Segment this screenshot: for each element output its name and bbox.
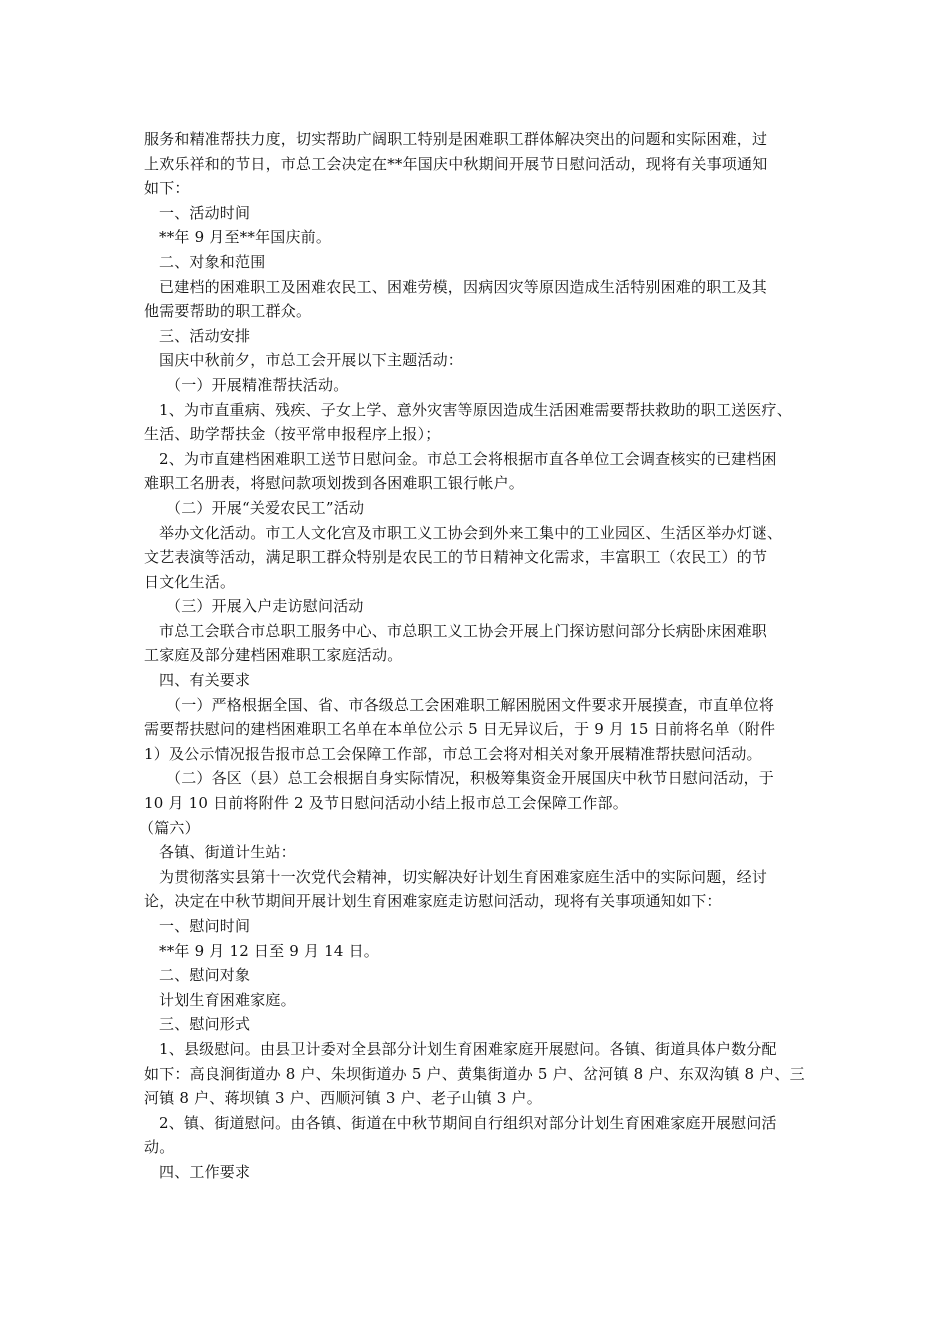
body-text-line: 河镇 8 户、蒋坝镇 3 户、西顺河镇 3 户、老子山镇 3 户。: [144, 1089, 542, 1108]
body-text-line: （一）严格根据全国、省、市各级总工会困难职工解困脱困文件要求开展摸查，市直单位将: [166, 695, 775, 714]
body-text-line: 工家庭及部分建档困难职工家庭活动。: [144, 646, 403, 665]
section-heading: 三、慰问形式: [159, 1015, 251, 1034]
body-text-line: **年 9 月 12 日至 9 月 14 日。: [159, 941, 380, 960]
body-text-line: 难职工名册表，将慰问款项划拨到各困难职工银行帐户。: [144, 474, 525, 493]
section-heading: 一、慰问时间: [159, 917, 251, 935]
body-text-line: 需要帮扶慰问的建档困难职工名单在本单位公示 5 日无异议后，于 9 月 15 日前将名单（附件: [144, 720, 776, 739]
list-item: 2、为市直建档困难职工送节日慰问金。市总工会将根据市直各单位工会调查核实的已建档困: [159, 449, 777, 468]
body-text-line: 国庆中秋前夕，市总工会开展以下主题活动：: [159, 351, 464, 370]
body-text-line: 服务和精准帮扶力度，切实帮助广阔职工特别是困难职工群体解决突出的问题和实际困难，过: [144, 130, 768, 148]
body-text-line: 为贯彻落实县第十一次党代会精神，切实解决好计划生育困难家庭生活中的实际问题，经讨: [159, 867, 768, 886]
subsection-heading: （三）开展入户走访慰问活动: [166, 597, 364, 616]
body-text-line: 生活、助学帮扶金（按平常申报程序上报）；: [144, 425, 441, 444]
list-item: 2、镇、街道慰问。由各镇、街道在中秋节期间自行组织对部分计划生育困难家庭开展慰问活: [159, 1113, 777, 1132]
salutation: 各镇、街道计生站：: [159, 843, 296, 862]
body-text-line: 如下：高良涧街道办 8 户、朱坝街道办 5 户、黄集街道办 5 户、岔河镇 8 户、东双沟镇 8 户、三: [144, 1064, 805, 1083]
body-text-line: 如下：: [144, 179, 190, 198]
section-heading: 二、对象和范围: [159, 252, 266, 271]
subsection-heading: （二）开展“关爱农民工”活动: [166, 498, 365, 517]
body-text-line: 10 月 10 日前将附件 2 及节日慰问活动小结上报市总工会保障工作部。: [144, 794, 628, 813]
section-heading: 三、活动安排: [159, 326, 251, 345]
body-text-line: （二）各区（县）总工会根据自身实际情况，积极筹集资金开展国庆中秋节日慰问活动，于: [166, 769, 775, 788]
body-text-line: 计划生育困难家庭。: [159, 990, 296, 1009]
body-text-line: 论，决定在中秋节期间开展计划生育困难家庭走访慰问活动，现将有关事项通知如下：: [144, 892, 722, 911]
body-text-line: 市总工会联合市总职工服务中心、市总职工义工协会开展上门探访慰问部分长病卧床困难职: [159, 621, 768, 640]
subsection-heading: （一）开展精准帮扶活动。: [166, 375, 349, 394]
list-item: 1、为市直重病、残疾、子女上学、意外灾害等原因造成生活困难需要帮扶救助的职工送医疗、: [159, 400, 792, 419]
document-body: [139, 127, 814, 1185]
body-text-line: 日文化生活。: [144, 572, 236, 591]
body-text-line: **年 9 月至**年国庆前。: [159, 228, 332, 247]
body-text-line: 文艺表演等活动，满足职工群众特别是农民工的节日精神文化需求，丰富职工（农民工）的节: [144, 548, 768, 567]
part-title: （篇六）: [139, 818, 200, 837]
section-heading: 四、有关要求: [159, 671, 251, 690]
list-item: 1、县级慰问。由县卫计委对全县部分计划生育困难家庭开展慰问。各镇、街道具体户数分配: [159, 1039, 777, 1058]
body-text-line: 上欢乐祥和的节日，市总工会决定在**年国庆中秋期间开展节日慰问活动，现将有关事项通知: [144, 154, 768, 173]
body-text-line: 他需要帮助的职工群众。: [144, 302, 312, 321]
section-heading: 二、慰问对象: [159, 966, 251, 985]
section-heading: 一、活动时间: [159, 203, 251, 222]
body-text-line: 1）及公示情况报告报市总工会保障工作部，市总工会将对相关对象开展精准帮扶慰问活动。: [144, 744, 762, 763]
body-text-line: 举办文化活动。市工人文化宫及市职工义工协会到外来工集中的工业园区、生活区举办灯谜、: [159, 523, 783, 542]
body-text-line: 已建档的困难职工及困难农民工、困难劳模，因病因灾等原因造成生活特别困难的职工及其: [159, 277, 768, 296]
body-text-line: 动。: [144, 1138, 175, 1157]
section-heading: 四、工作要求: [159, 1162, 251, 1181]
